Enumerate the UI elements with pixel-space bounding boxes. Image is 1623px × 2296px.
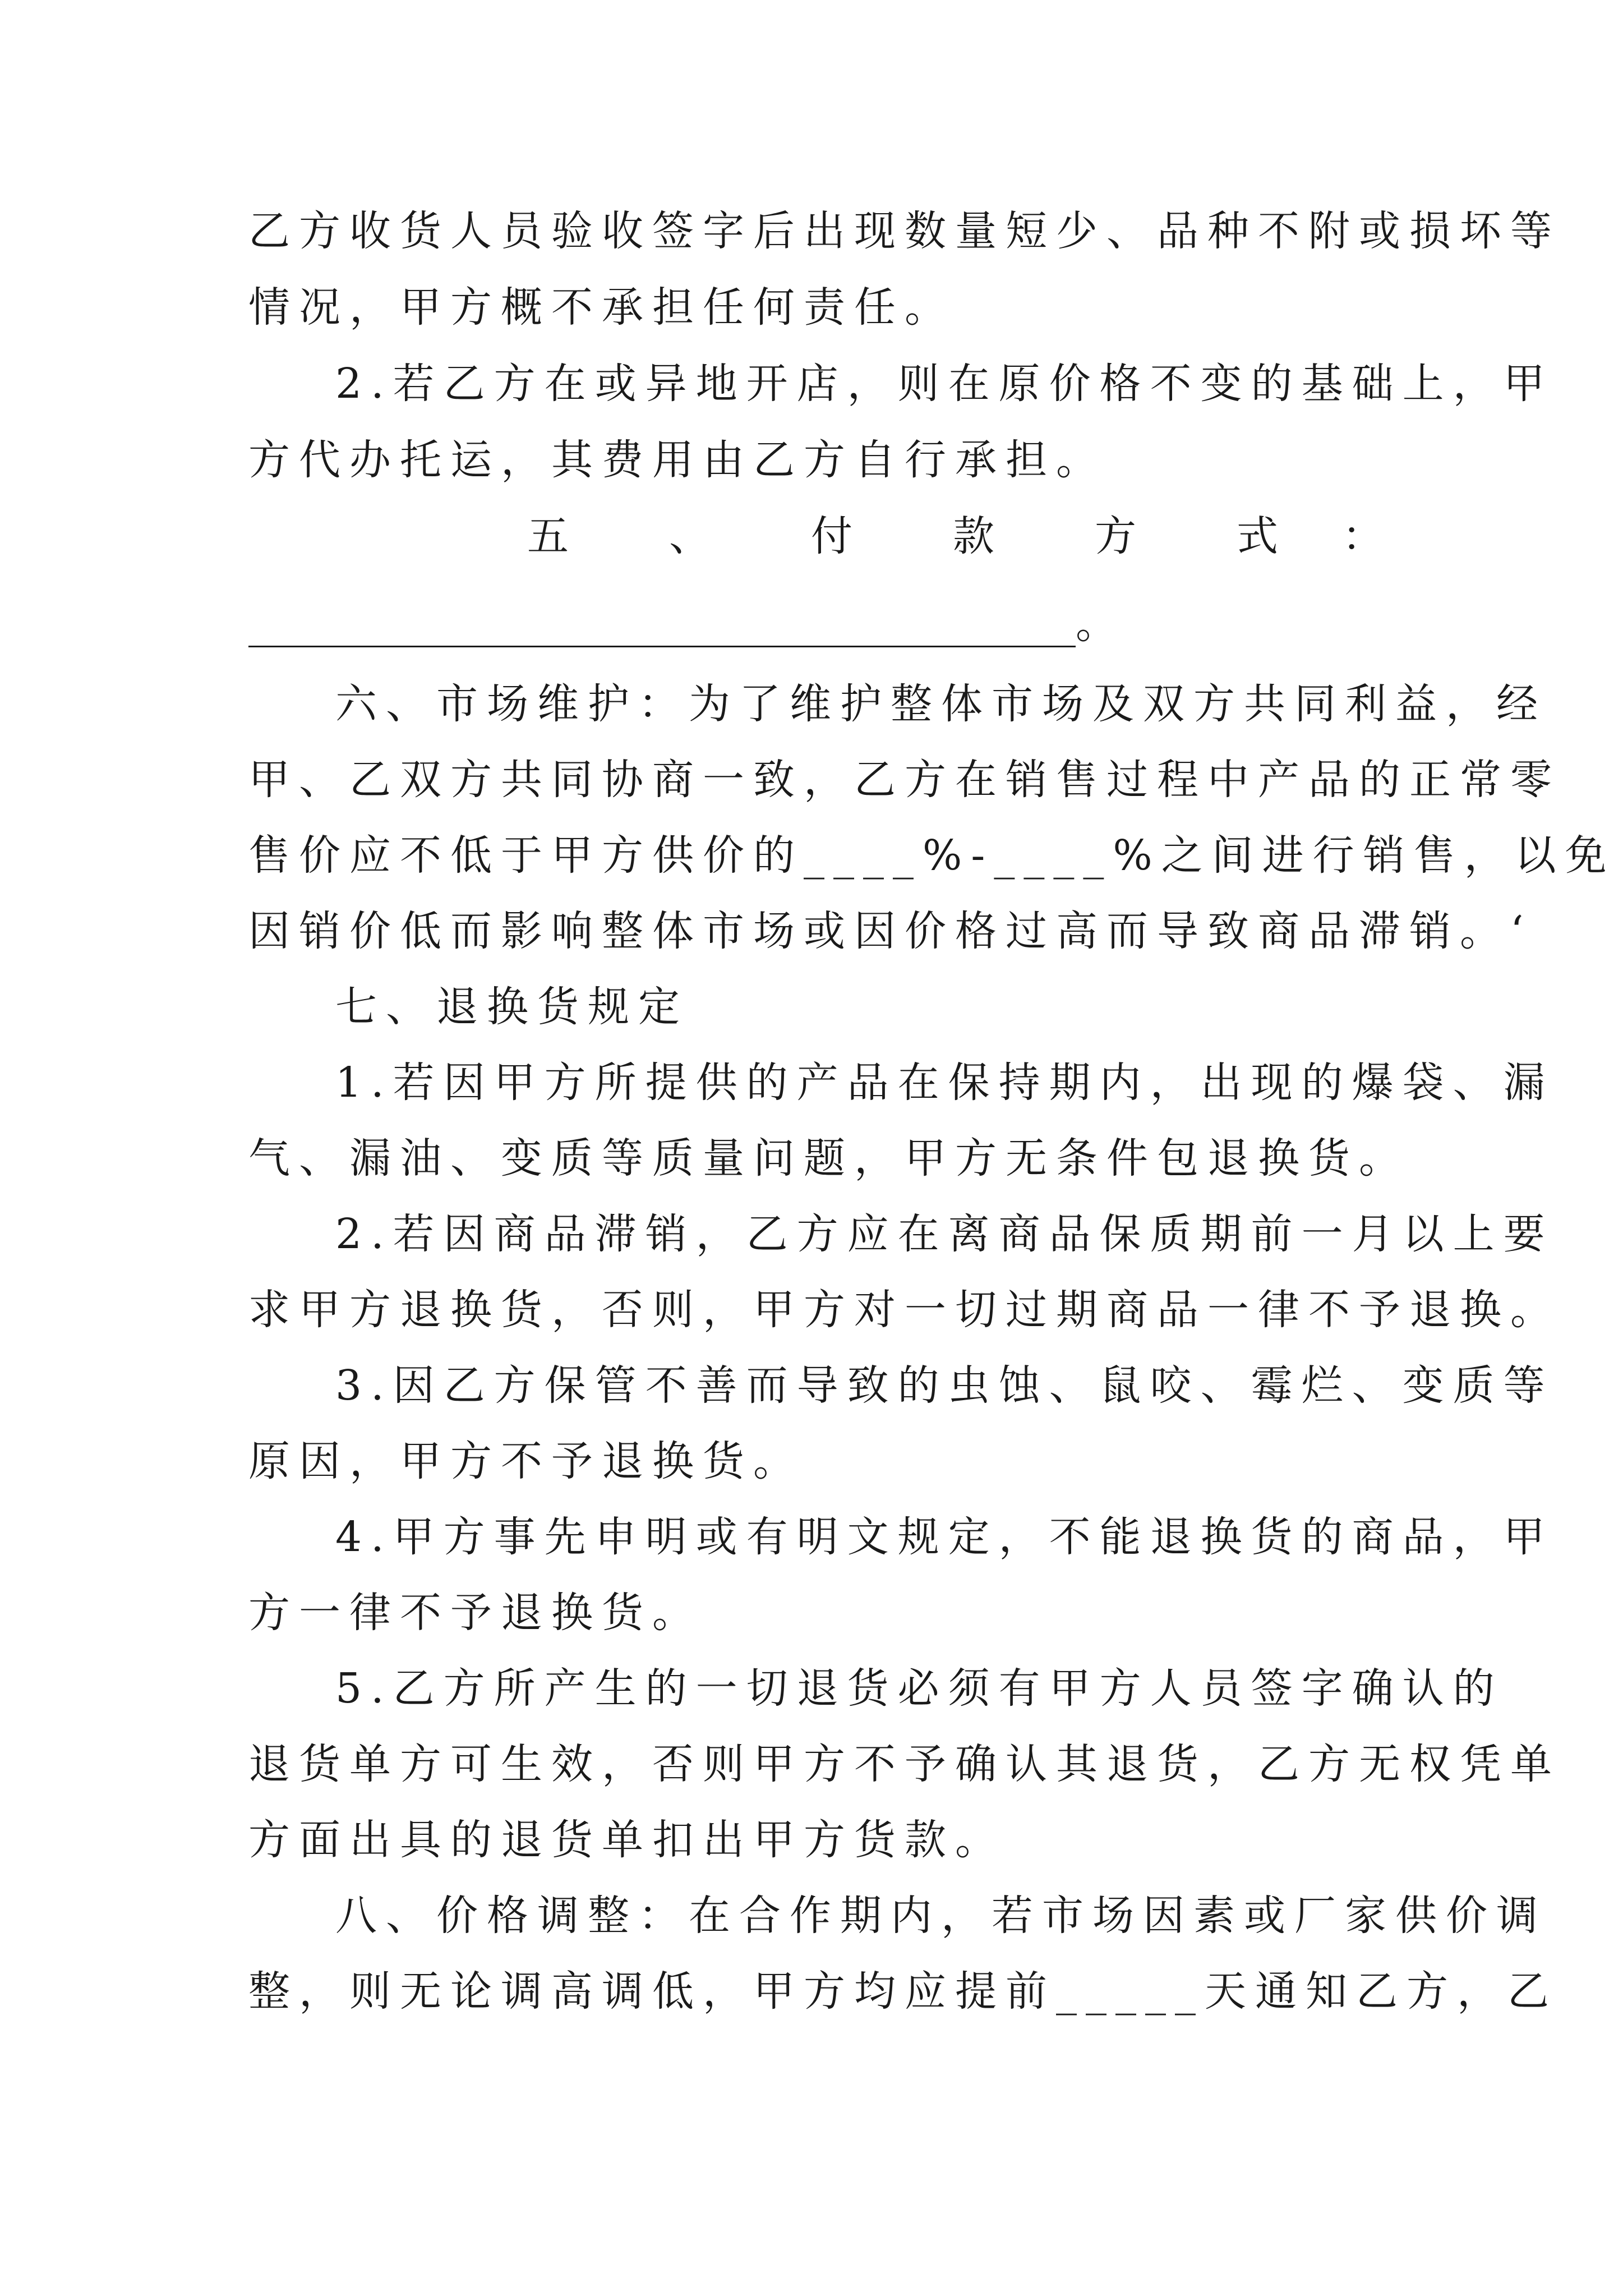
heading-char: 五 [527, 512, 569, 560]
text-line: 5.乙方所产生的一切退货必须有甲方人员签字确认的 [335, 1664, 1504, 1713]
text-line: 因销价低而影响整体市场或因价格过高而导致商品滞销。‘ [248, 907, 1533, 955]
fill-in-blank [248, 646, 1076, 647]
text-line: 售价应不低于甲方供价的____%-____%之间进行销售，以免 [248, 831, 1616, 880]
heading-char: ： [1342, 512, 1384, 560]
text-line: 原因，甲方不予退换货。 [248, 1437, 804, 1485]
text-line: 2.若因商品滞销，乙方应在离商品保质期前一月以上要 [335, 1210, 1554, 1258]
heading-char: 式 [1237, 512, 1278, 560]
text-line: 方一律不予退换货。 [248, 1589, 703, 1637]
text-line: 六、市场维护：为了维护整体市场及双方共同利益，经 [335, 680, 1547, 728]
heading-char: 、 [669, 512, 711, 560]
period-mark: 。 [1076, 600, 1117, 648]
text-line: 情况，甲方概不承担任何责任。 [248, 283, 955, 332]
heading-char: 款 [953, 512, 994, 560]
text-line: 退货单方可生效，否则甲方不予确认其退货，乙方无权凭单 [248, 1740, 1561, 1788]
text-line: 方代办托运，其费用由乙方自行承担。 [248, 436, 1106, 484]
text-line: 3.因乙方保管不善而导致的虫蚀、鼠咬、霉烂、变质等 [335, 1361, 1554, 1410]
text-line: 1.若因甲方所提供的产品在保持期内，出现的爆袋、漏 [335, 1059, 1554, 1107]
heading-char: 方 [1095, 512, 1136, 560]
text-line: 乙方收货人员验收签字后出现数量短少、品种不附或损坏等 [248, 207, 1561, 255]
section-heading-price-adjust: 八、价格调整：在合作期内，若市场因素或厂家供价调 [335, 1892, 1547, 1940]
text-line: 气、漏油、变质等质量问题，甲方无条件包退换货。 [248, 1134, 1409, 1182]
text-line: 求甲方退换货，否则，甲方对一切过期商品一律不予退换。 [248, 1286, 1561, 1334]
text-line: 方面出具的退货单扣出甲方货款。 [248, 1816, 1006, 1864]
text-line: 4.甲方事先申明或有明文规定，不能退换货的商品，甲 [335, 1513, 1554, 1561]
section-heading-returns: 七、退换货规定 [335, 983, 689, 1031]
text-line: 整，则无论调高调低，甲方均应提前_____天通知乙方，乙 [248, 1967, 1558, 2016]
heading-char: 付 [811, 512, 852, 560]
text-line: 甲、乙双方共同协商一致，乙方在销售过程中产品的正常零 [248, 756, 1561, 804]
section-heading-payment [248, 512, 1384, 560]
text-line: 2.若乙方在或异地开店，则在原价格不变的基础上，甲 [335, 360, 1554, 408]
